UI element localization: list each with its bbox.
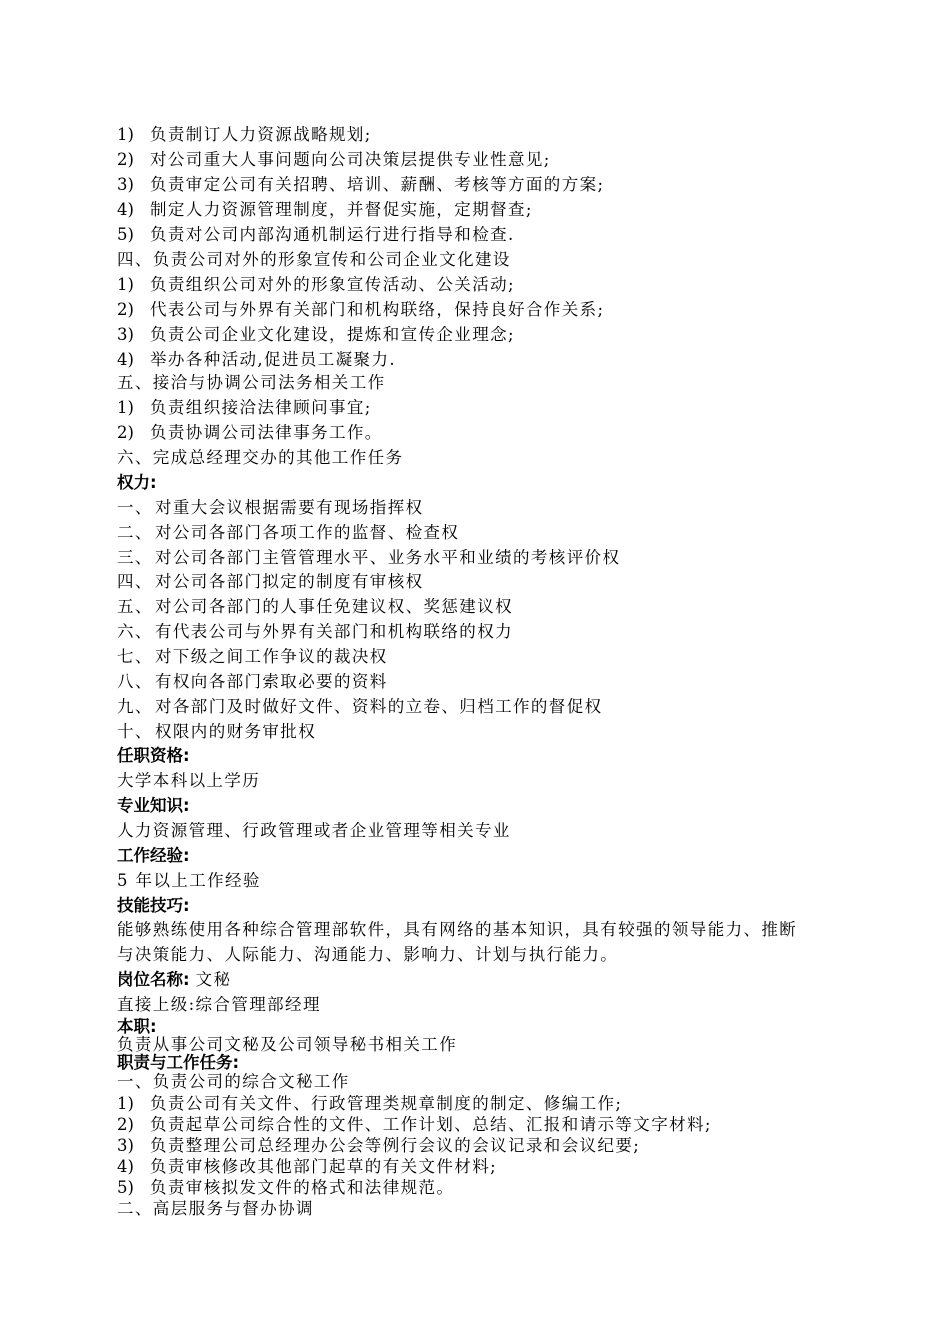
knowledge-heading: 专业知识:	[117, 796, 190, 815]
section-heading: 二、高层服务与督办协调	[117, 1199, 314, 1218]
section-heading: 四、负责公司对外的形象宣传和公司企业文化建设	[117, 250, 511, 269]
list-item: 3) 负责公司企业文化建设，提炼和宣传企业理念;	[117, 325, 515, 344]
duty-text: 负责从事公司文秘及公司领导秘书相关工作	[117, 1035, 458, 1054]
list-item: 5) 负责审核拟发文件的格式和法律规范。	[117, 1178, 455, 1197]
list-item: 2) 对公司重大人事问题向公司决策层提供专业性意见;	[117, 150, 551, 169]
list-item: 四、 对公司各部门拟定的制度有审核权	[117, 572, 424, 591]
list-item: 4) 举办各种活动,促进员工凝聚力.	[117, 350, 396, 369]
section-heading: 六、完成总经理交办的其他工作任务	[117, 448, 404, 467]
list-item: 十、 权限内的财务审批权	[117, 722, 317, 741]
list-item: 2) 负责协调公司法律事务工作。	[117, 423, 383, 442]
list-item: 3) 负责整理公司总经理办公会等例行会议的会议记录和会议纪要;	[117, 1136, 641, 1155]
list-item: 五、 对公司各部门的人事任免建议权、奖惩建议权	[117, 597, 513, 616]
list-item: 4) 制定人力资源管理制度，并督促实施，定期督查;	[117, 200, 533, 219]
skills-heading: 技能技巧:	[117, 896, 190, 915]
list-item: 一、 对重大会议根据需要有现场指挥权	[117, 498, 424, 517]
list-item: 1) 负责公司有关文件、行政管理类规章制度的制定、修编工作;	[117, 1094, 623, 1113]
superior-text: 直接上级:综合管理部经理	[117, 995, 321, 1014]
list-item: 八、 有权向各部门索取必要的资料	[117, 672, 388, 691]
list-item: 3) 负责审定公司有关招聘、培训、薪酬、考核等方面的方案;	[117, 175, 605, 194]
powers-heading: 权力:	[117, 473, 157, 492]
section-heading: 一、负责公司的综合文秘工作	[117, 1072, 350, 1091]
list-item: 1) 负责组织公司对外的形象宣传活动、公关活动;	[117, 275, 515, 294]
position-heading: 岗位名称: 文秘	[117, 970, 232, 989]
list-item: 九、 对各部门及时做好文件、资料的立卷、归档工作的督促权	[117, 697, 603, 716]
list-item: 六、 有代表公司与外界有关部门和机构联络的权力	[117, 622, 513, 641]
list-item: 2) 负责起草公司综合性的文件、工作计划、总结、汇报和请示等文字材料;	[117, 1115, 712, 1134]
tasks-heading: 职责与工作任务:	[117, 1053, 240, 1072]
skills-text-line1: 能够熟练使用各种综合管理部软件，具有网络的基本知识，具有较强的领导能力、推断	[117, 920, 798, 939]
qualification-heading: 任职资格:	[117, 746, 190, 765]
list-item: 七、 对下级之间工作争议的裁决权	[117, 647, 388, 666]
list-item: 2) 代表公司与外界有关部门和机构联络，保持良好合作关系;	[117, 300, 605, 319]
duty-heading: 本职:	[117, 1017, 157, 1036]
position-name: 文秘	[195, 970, 232, 989]
list-item: 三、 对公司各部门主管管理水平、业务水平和业绩的考核评价权	[117, 548, 621, 567]
list-item: 二、 对公司各部门各项工作的监督、检查权	[117, 523, 460, 542]
list-item: 1) 负责制订人力资源战略规划;	[117, 125, 372, 144]
experience-heading: 工作经验:	[117, 846, 190, 865]
list-item: 4) 负责审核修改其他部门起草的有关文件材料;	[117, 1157, 498, 1176]
experience-text: 5 年以上工作经验	[117, 871, 261, 890]
qualification-text: 大学本科以上学历	[117, 771, 261, 790]
knowledge-text: 人力资源管理、行政管理或者企业管理等相关专业	[117, 821, 511, 840]
section-heading: 五、接洽与协调公司法务相关工作	[117, 373, 386, 392]
list-item: 5) 负责对公司内部沟通机制运行进行指导和检查.	[117, 225, 515, 244]
list-item: 1) 负责组织接洽法律顾问事宜;	[117, 398, 372, 417]
skills-text-line2: 与决策能力、人际能力、沟通能力、影响力、计划与执行能力。	[117, 945, 619, 964]
